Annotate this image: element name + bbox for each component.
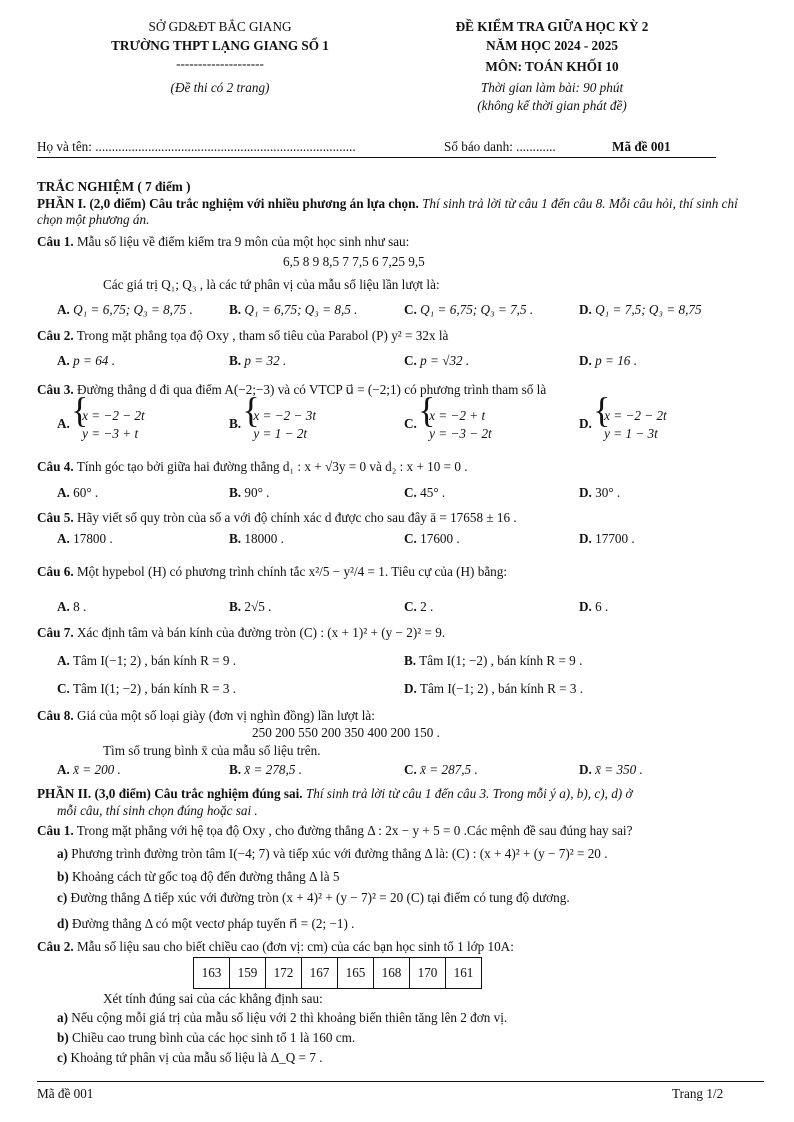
part2-title (37, 786, 633, 802)
table-cell: 168 (374, 958, 410, 989)
option-text: 18000 . (244, 531, 284, 546)
table-cell: 159 (230, 958, 266, 989)
q7-option-d[interactable] (404, 681, 583, 697)
q1-data: 6,5 8 9 8,5 7 7,5 6 7,25 9,5 (283, 254, 425, 269)
statement-text: Khoảng tứ phân vị của mẫu số liệu là Δ_Q = 7 . (70, 1050, 323, 1065)
option-text: Q₁ = 7,5; Q₃ = 8,75 (595, 302, 702, 317)
statement-text: Đường thẳng Δ tiếp xúc với đường tròn (x + 4)² + (y − 7)² = 20 (C) tại điểm có tung độ dương. (70, 890, 570, 905)
option-text: Tâm I(1; −2) , bán kính R = 3 . (72, 681, 237, 696)
exam-time: Thời gian làm bài: 90 phút (480, 80, 624, 95)
question-3 (37, 382, 546, 398)
p2-q2-ask: Xét tính đúng sai của các khẳng định sau: (103, 991, 323, 1006)
option-text: 6 . (595, 599, 609, 614)
equation-system (73, 407, 145, 443)
option-label: D. (579, 762, 592, 777)
option-label: B. (229, 353, 242, 368)
q1-option-b[interactable] (229, 302, 357, 318)
question-text: Giá của một số loại giày (đơn vị nghìn đồng) lần lượt là: (73, 708, 375, 723)
table-cell: 161 (446, 958, 482, 989)
option-label: D. (579, 302, 592, 317)
question-number: Câu 8. (37, 708, 74, 723)
option-text: 90° . (244, 485, 270, 500)
option-label: D. (404, 681, 417, 696)
equation-line: x = −2 − 2t (604, 408, 667, 423)
q6-option-d[interactable] (579, 599, 608, 615)
part2-title-bold: PHẦN II. (3,0 điểm) Câu trắc nghiệm đúng sai. (37, 786, 303, 801)
option-label: C. (404, 531, 417, 546)
statement-label: b) (57, 869, 69, 884)
option-label: A. (57, 416, 70, 432)
exam-title: ĐỀ KIỂM TRA GIỮA HỌC KỲ 2 (455, 19, 649, 34)
p2-question-1 (37, 823, 632, 839)
equation-line: y = 1 − 3t (604, 426, 658, 441)
option-label: B. (229, 485, 242, 500)
p2-q2-statement-a[interactable] (57, 1010, 507, 1026)
question-number: Câu 3. (37, 382, 74, 397)
question-8 (37, 708, 375, 724)
statement-text: Khoảng cách từ gốc toạ độ đến đường thẳng Δ là 5 (72, 869, 340, 884)
option-label: C. (404, 599, 417, 614)
table-cell: 165 (338, 958, 374, 989)
q1-option-d[interactable] (579, 302, 702, 318)
student-name-field: Họ và tên: ............................................................................... (37, 139, 356, 154)
q6-option-b[interactable] (229, 599, 271, 615)
option-text: 30° . (595, 485, 621, 500)
equation-line: y = −3 − 2t (429, 426, 492, 441)
q8-option-d[interactable] (579, 762, 643, 778)
option-label: B. (229, 302, 242, 317)
question-5 (37, 510, 517, 526)
question-text: Xác định tâm và bán kính của đường tròn (C) : (x + 1)² + (y − 2)² = 9. (73, 625, 446, 640)
question-number: Câu 1. (37, 823, 74, 838)
q2-option-d[interactable] (579, 353, 637, 369)
section-heading: TRẮC NGHIỆM ( 7 điểm ) (37, 179, 191, 194)
footer-rule (37, 1081, 764, 1082)
equation-line: x = −2 + t (429, 408, 486, 423)
exam-code: Mã đề 001 (612, 139, 671, 154)
equation-line: y = −3 + t (82, 426, 139, 441)
statement-text: Nếu cộng mỗi giá trị của mẫu số liệu với 2 thì khoảng biến thiên tăng lên 2 đơn vị. (71, 1010, 508, 1025)
p2-q1-statement-a[interactable] (57, 846, 608, 862)
q2-option-c[interactable] (404, 353, 469, 369)
statement-label: d) (57, 916, 69, 931)
option-label: D. (579, 485, 592, 500)
table-cell: 172 (266, 958, 302, 989)
equation-line: y = 1 − 2t (253, 426, 308, 441)
pages-note: (Đề thi có 2 trang) (170, 80, 270, 95)
statement-label: a) (57, 846, 68, 861)
header-rule (37, 157, 716, 158)
q7-option-b[interactable] (404, 653, 582, 669)
q6-option-c[interactable] (404, 599, 433, 615)
divider-dashes: -------------------- (176, 56, 264, 71)
question-number: Câu 6. (37, 564, 74, 579)
option-text: 2√5 . (244, 599, 272, 614)
option-label: C. (404, 485, 417, 500)
option-label: B. (229, 762, 242, 777)
q3-option-b[interactable] (229, 407, 316, 443)
option-text: x̄ = 287,5 . (420, 762, 478, 777)
option-label: B. (229, 416, 242, 432)
option-label: B. (229, 599, 242, 614)
option-label: C. (404, 416, 417, 432)
footer-exam-code: Mã đề 001 (37, 1086, 94, 1101)
q1-ask: Các giá trị Q₁; Q₃ , là các tứ phân vị của mẫu số liệu lần lượt là: (103, 277, 440, 292)
question-text: Hãy viết số quy tròn của số a với độ chính xác d được cho sau đây ā = 17658 ± 16 . (73, 510, 517, 525)
question-number: Câu 2. (37, 328, 74, 343)
page-number: Trang 1/2 (672, 1086, 724, 1101)
option-label: C. (404, 353, 417, 368)
q4-option-b[interactable] (229, 485, 269, 501)
option-text: p = 32 . (244, 353, 287, 368)
student-id-field: Số báo danh: ............ (444, 139, 556, 154)
school-year: NĂM HỌC 2024 - 2025 (486, 38, 618, 53)
p2-q1-statement-b[interactable] (57, 869, 339, 885)
question-text: Đường thẳng d đi qua điểm A(−2;−3) và có VTCP u⃗ = (−2;1) có phương trình tham số là (73, 382, 547, 397)
option-text: 17700 . (595, 531, 635, 546)
option-label: C. (404, 302, 417, 317)
option-text: p = 64 . (73, 353, 115, 368)
option-text: x̄ = 278,5 . (244, 762, 303, 777)
q4-option-d[interactable] (579, 485, 620, 501)
q6-option-a[interactable] (57, 599, 86, 615)
question-2 (37, 328, 448, 344)
table-cell: 170 (410, 958, 446, 989)
option-text: Q₁ = 6,75; Q₃ = 7,5 . (420, 302, 534, 317)
option-text: p = 16 . (595, 353, 637, 368)
option-text: 8 . (73, 599, 87, 614)
option-text: Tâm I(1; −2) , bán kính R = 9 . (419, 653, 583, 668)
option-label: D. (579, 416, 592, 432)
exam-time-note: (không kể thời gian phát đề) (477, 98, 627, 113)
option-label: A. (57, 353, 70, 368)
statement-label: c) (57, 890, 68, 905)
equation-line: x = −2 − 3t (253, 408, 316, 423)
statement-label: c) (57, 1050, 68, 1065)
question-number: Câu 7. (37, 625, 74, 640)
statement-label: b) (57, 1030, 69, 1045)
q3-option-d[interactable] (579, 407, 667, 443)
option-text: Q₁ = 6,75; Q₃ = 8,5 . (244, 302, 358, 317)
option-text: 60° . (73, 485, 99, 500)
statement-label: a) (57, 1010, 68, 1025)
question-text: Trong mặt phẳng tọa độ Oxy , tham số tiêu của Parabol (P) y² = 32x là (73, 328, 449, 343)
q5-option-a[interactable] (57, 531, 113, 547)
option-text: Tâm I(−1; 2) , bán kính R = 9 . (72, 653, 237, 668)
statement-text: Chiều cao trung bình của các học sinh tổ 1 là 160 cm. (72, 1030, 356, 1045)
table-cell: 163 (194, 958, 230, 989)
option-text: 45° . (420, 485, 446, 500)
question-text: Một hypebol (H) có phương trình chính tắc x²/5 − y²/4 = 1. Tiêu cự của (H) bằng: (73, 564, 508, 579)
school-name: TRƯỜNG THPT LẠNG GIANG SỐ 1 (111, 38, 329, 53)
q4-option-a[interactable] (57, 485, 98, 501)
equation-line: x = −2 − 2t (82, 408, 145, 423)
q2-option-a[interactable] (57, 353, 115, 369)
question-text: Trong mặt phẳng với hệ tọa độ Oxy , cho đường thẳng Δ : 2x − y + 5 = 0 .Các mệnh đề sau đúng hay sai? (73, 823, 633, 838)
option-label: B. (404, 653, 417, 668)
part1-title-bold: PHẦN I. (2,0 điểm) Câu trắc nghiệm với nhiều phương án lựa chọn. (37, 196, 419, 211)
question-text: Mẫu số liệu sau cho biết chiều cao (đơn vị: cm) của các bạn học sinh tổ 1 lớp 10A: (73, 939, 514, 954)
question-1 (37, 234, 409, 250)
option-label: A. (57, 531, 70, 546)
q3-option-c[interactable] (404, 407, 492, 443)
p2-question-2 (37, 939, 514, 955)
q7-option-c[interactable] (57, 681, 236, 697)
option-label: C. (404, 762, 417, 777)
statement-text: Phương trình đường tròn tâm I(−4; 7) và tiếp xúc với đường thẳng Δ là: (C) : (x + 4)² + (y − 7)² = 20 . (71, 846, 608, 861)
q8-ask: Tìm số trung bình x̄ của mẫu số liệu trên. (103, 743, 321, 758)
part2-title-instructions: Thí sinh trả lời từ câu 1 đến câu 3. Trong mỗi ý a), b), c), d) ở (302, 786, 633, 801)
q5-option-d[interactable] (579, 531, 635, 547)
option-text: x̄ = 200 . (73, 762, 121, 777)
question-6 (37, 564, 507, 580)
option-label: D. (579, 531, 592, 546)
table-cell: 167 (302, 958, 338, 989)
q5-option-c[interactable] (404, 531, 460, 547)
option-label: A. (57, 653, 70, 668)
option-label: C. (57, 681, 70, 696)
question-number: Câu 4. (37, 459, 74, 474)
subject: MÔN: TOÁN KHỐI 10 (485, 59, 619, 74)
statement-text: Đường thẳng Δ có một vectơ pháp tuyến n⃗ = (2; −1) . (72, 916, 355, 931)
option-label: A. (57, 302, 70, 317)
option-text: Tâm I(−1; 2) , bán kính R = 3 . (419, 681, 584, 696)
question-4 (37, 459, 468, 475)
q8-option-c[interactable] (404, 762, 478, 778)
q1-option-c[interactable] (404, 302, 533, 318)
question-text: Mẫu số liệu về điểm kiểm tra 9 môn của một học sinh như sau: (73, 234, 410, 249)
department: SỞ GD&ĐT BẮC GIANG (148, 19, 292, 34)
question-7 (37, 625, 445, 641)
option-label: D. (579, 353, 592, 368)
option-text: 17800 . (73, 531, 113, 546)
equation-system (595, 407, 667, 443)
option-label: A. (57, 762, 70, 777)
equation-system (420, 407, 492, 443)
q8-option-b[interactable] (229, 762, 302, 778)
q2-option-b[interactable] (229, 353, 286, 369)
part1-title-instructions: Thí sinh trả lời từ câu 1 đến câu 8. Mỗi câu hỏi, thí sinh chỉ chọn một phương án. (37, 196, 738, 227)
question-number: Câu 1. (37, 234, 74, 249)
question-text: Tính góc tạo bởi giữa hai đường thẳng d₁ : x + √3y = 0 và d₂ : x + 10 = 0 . (73, 459, 468, 474)
option-text: Q₁ = 6,75; Q₃ = 8,75 . (73, 302, 193, 317)
q3-option-a[interactable] (57, 407, 145, 443)
option-text: p = √32 . (420, 353, 470, 368)
option-text: 2 . (420, 599, 434, 614)
option-label: D. (579, 599, 592, 614)
option-label: A. (57, 599, 70, 614)
q8-data: 250 200 550 200 350 400 200 150 . (252, 725, 440, 740)
part1-title (37, 196, 765, 228)
question-number: Câu 5. (37, 510, 74, 525)
option-text: 17600 . (420, 531, 460, 546)
equation-system (244, 407, 316, 443)
table-row (194, 958, 482, 989)
p2-q2-statement-b[interactable] (57, 1030, 355, 1046)
question-number: Câu 2. (37, 939, 74, 954)
q1-option-a[interactable] (57, 302, 193, 318)
p2-q1-statement-c[interactable] (57, 890, 570, 906)
q4-option-c[interactable] (404, 485, 445, 501)
option-label: A. (57, 485, 70, 500)
option-text: x̄ = 350 . (595, 762, 643, 777)
q5-option-b[interactable] (229, 531, 284, 547)
q7-option-a[interactable] (57, 653, 236, 669)
p2-q1-statement-d[interactable] (57, 916, 354, 932)
part2-title-instructions-2: mỗi câu, thí sinh chọn đúng hoặc sai . (57, 803, 258, 818)
heights-table (193, 957, 482, 989)
q8-option-a[interactable] (57, 762, 121, 778)
p2-q2-statement-c[interactable] (57, 1050, 323, 1066)
option-label: B. (229, 531, 242, 546)
